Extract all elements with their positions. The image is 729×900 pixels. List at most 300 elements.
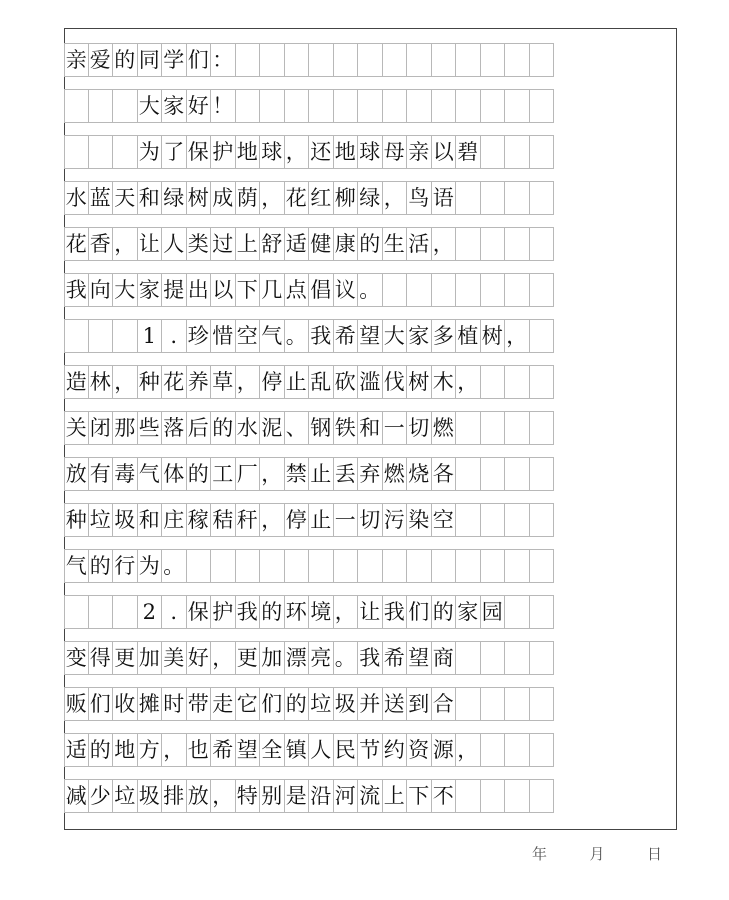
grid-cell: 有 [89,457,114,491]
grid-cell: 树 [407,365,432,399]
grid-cell: 空 [432,503,457,537]
grid-cell [383,273,408,307]
grid-cell [407,89,432,123]
grid-row [64,89,554,123]
grid-cell [285,89,310,123]
grid-cell: ， [456,365,481,399]
grid-cell [505,687,530,721]
grid-cell: . [162,319,187,353]
grid-cell [456,181,481,215]
grid-cell: 倡 [309,273,334,307]
grid-cell: 污 [383,503,408,537]
grid-cell: 同 [138,43,163,77]
grid-cell: 关 [64,411,89,445]
grid-cell [505,595,530,629]
grid-cell: 圾 [113,503,138,537]
grid-cell [432,273,457,307]
grid-cell: 漂 [285,641,310,675]
grid-cell: 让 [138,227,163,261]
grid-row [64,227,554,261]
grid-cell: 圾 [334,687,359,721]
grid-cell [334,89,359,123]
grid-cell [432,549,457,583]
grid-cell: 珍 [187,319,212,353]
grid-cell: 工 [211,457,236,491]
grid-row [64,503,554,537]
grid-cell [260,549,285,583]
grid-cell: 的 [358,227,383,261]
grid-cell: 的 [187,457,212,491]
grid-cell [530,365,555,399]
grid-cell: 提 [162,273,187,307]
grid-cell [505,273,530,307]
grid-cell: 类 [187,227,212,261]
grid-cell [456,273,481,307]
grid-cell [89,135,114,169]
grid-cell [358,89,383,123]
grid-cell [113,135,138,169]
grid-cell: ， [113,227,138,261]
grid-cell: 亲 [407,135,432,169]
grid-cell [530,549,555,583]
grid-cell [64,595,89,629]
grid-cell [407,43,432,77]
grid-cell: 空 [236,319,261,353]
grid-cell [505,227,530,261]
grid-cell [309,43,334,77]
grid-cell: 球 [260,135,285,169]
grid-cell [505,181,530,215]
grid-cell: 的 [89,549,114,583]
grid-cell [334,549,359,583]
grid-cell: 止 [285,365,310,399]
grid-cell: 烧 [407,457,432,491]
grid-cell [456,687,481,721]
grid-cell: ， [432,227,457,261]
grid-row [64,365,554,399]
grid-cell: 们 [407,595,432,629]
grid-cell: 后 [187,411,212,445]
grid-cell [505,549,530,583]
grid-cell: 人 [309,733,334,767]
grid-cell: 种 [64,503,89,537]
grid-cell: 稼 [187,503,212,537]
grid-cell: 一 [334,503,359,537]
grid-cell: 变 [64,641,89,675]
grid-cell: 下 [236,273,261,307]
grid-cell [236,89,261,123]
grid-cell: 种 [138,365,163,399]
grid-cell: 垃 [89,503,114,537]
grid-row [64,733,554,767]
grid-cell: 闭 [89,411,114,445]
grid-cell [530,227,555,261]
grid-cell: 绿 [358,181,383,215]
grid-cell: 节 [358,733,383,767]
grid-cell: 造 [64,365,89,399]
grid-cell [530,457,555,491]
grid-cell: 圾 [138,779,163,813]
grid-cell: 养 [187,365,212,399]
grid-cell: 舒 [260,227,285,261]
grid-cell [407,273,432,307]
grid-cell: 柳 [334,181,359,215]
grid-cell: 绿 [162,181,187,215]
grid-cell: 上 [236,227,261,261]
grid-cell [285,43,310,77]
grid-cell: 收 [113,687,138,721]
grid-cell: 加 [138,641,163,675]
grid-cell: 体 [162,457,187,491]
grid-cell: 语 [432,181,457,215]
grid-cell: 秆 [236,503,261,537]
grid-cell: 一 [383,411,408,445]
grid-cell: 花 [162,365,187,399]
grid-cell: 源 [432,733,457,767]
grid-cell: 望 [358,319,383,353]
grid-cell: ， [334,595,359,629]
grid-cell: 也 [187,733,212,767]
grid-cell [530,319,555,353]
grid-cell: 希 [383,641,408,675]
grid-cell: 特 [236,779,261,813]
grid-cell [481,365,506,399]
grid-cell [481,227,506,261]
grid-cell: 花 [285,181,310,215]
grid-cell: 河 [334,779,359,813]
grid-cell: 各 [432,457,457,491]
grid-cell: 泥 [260,411,285,445]
grid-cell: 伐 [383,365,408,399]
grid-cell [481,43,506,77]
grid-row [64,779,554,813]
grid-cell: ， [162,733,187,767]
grid-cell: 加 [260,641,285,675]
grid-cell [432,43,457,77]
grid-cell [187,549,212,583]
grid-cell: 环 [285,595,310,629]
writing-grid [64,43,554,827]
grid-cell: 它 [236,687,261,721]
grid-cell [481,549,506,583]
grid-cell: ， [456,733,481,767]
grid-cell: 向 [89,273,114,307]
grid-cell: 地 [236,135,261,169]
grid-cell: 保 [187,595,212,629]
grid-cell [383,89,408,123]
grid-cell: 蓝 [89,181,114,215]
grid-cell: 走 [211,687,236,721]
grid-cell: 保 [187,135,212,169]
grid-cell: 止 [309,503,334,537]
grid-cell: ， [285,135,310,169]
grid-cell: 排 [162,779,187,813]
grid-cell: 1 [138,319,163,353]
grid-cell: 草 [211,365,236,399]
grid-cell: 的 [285,687,310,721]
grid-cell: 。 [334,641,359,675]
grid-cell [505,779,530,813]
grid-cell: ， [211,641,236,675]
grid-cell [456,549,481,583]
grid-cell: ， [505,319,530,353]
grid-cell: 并 [358,687,383,721]
grid-cell: 和 [138,181,163,215]
grid-cell: 沿 [309,779,334,813]
grid-cell: 钢 [309,411,334,445]
grid-cell: 丢 [334,457,359,491]
grid-cell [211,549,236,583]
grid-cell: 停 [285,503,310,537]
grid-cell: 。 [285,319,310,353]
grid-cell: 花 [64,227,89,261]
grid-cell: 大 [383,319,408,353]
grid-cell: 我 [236,595,261,629]
grid-cell [64,135,89,169]
grid-cell: 别 [260,779,285,813]
grid-cell: 资 [407,733,432,767]
grid-cell: 人 [162,227,187,261]
grid-cell: 们 [187,43,212,77]
grid-cell [505,135,530,169]
day-label: 日 [646,845,662,863]
grid-cell: 落 [162,411,187,445]
grid-cell: 垃 [113,779,138,813]
grid-cell: 多 [432,319,457,353]
grid-cell [64,89,89,123]
grid-cell [260,43,285,77]
grid-cell: 乱 [309,365,334,399]
grid-cell: 我 [64,273,89,307]
grid-cell [456,89,481,123]
grid-cell: 木 [432,365,457,399]
grid-row [64,595,554,629]
grid-cell: 商 [432,641,457,675]
grid-cell: ， [260,503,285,537]
grid-cell: 荫 [236,181,261,215]
grid-cell [481,89,506,123]
grid-cell [530,641,555,675]
grid-cell: 希 [334,319,359,353]
grid-cell [309,549,334,583]
grid-cell: ： [211,43,236,77]
grid-row [64,319,554,353]
grid-cell: 学 [162,43,187,77]
grid-row [64,457,554,491]
grid-cell: 禁 [285,457,310,491]
grid-cell: 那 [113,411,138,445]
grid-cell: 方 [138,733,163,767]
grid-cell: 亮 [309,641,334,675]
grid-cell: 亲 [64,43,89,77]
grid-cell: 流 [358,779,383,813]
grid-cell: 为 [138,135,163,169]
grid-cell: 球 [358,135,383,169]
grid-cell: 庄 [162,503,187,537]
grid-cell: 燃 [432,411,457,445]
grid-cell [530,687,555,721]
grid-cell: 了 [162,135,187,169]
grid-cell: 好 [187,89,212,123]
date-footer [532,843,662,864]
grid-cell: 康 [334,227,359,261]
grid-cell: 秸 [211,503,236,537]
grid-cell: ， [260,457,285,491]
grid-row [64,43,554,77]
grid-cell: 树 [187,181,212,215]
grid-cell: 植 [456,319,481,353]
grid-cell [64,319,89,353]
grid-cell: 放 [64,457,89,491]
grid-cell [530,273,555,307]
grid-cell: 地 [113,733,138,767]
grid-cell: 止 [309,457,334,491]
grid-cell [456,457,481,491]
grid-cell: 燃 [383,457,408,491]
grid-cell: ， [383,181,408,215]
grid-cell: ， [113,365,138,399]
grid-cell: 厂 [236,457,261,491]
grid-cell [113,319,138,353]
grid-cell: 少 [89,779,114,813]
grid-cell: 气 [64,549,89,583]
grid-cell: ， [260,181,285,215]
grid-cell: 不 [432,779,457,813]
page-frame-bottom [64,829,554,830]
grid-cell: 减 [64,779,89,813]
grid-cell: 天 [113,181,138,215]
grid-cell [481,181,506,215]
grid-cell [505,89,530,123]
grid-cell: 家 [456,595,481,629]
grid-cell [260,89,285,123]
grid-cell: 们 [260,687,285,721]
grid-cell [358,43,383,77]
grid-cell: 惜 [211,319,236,353]
grid-cell: 点 [285,273,310,307]
grid-cell: 家 [162,89,187,123]
grid-cell [530,135,555,169]
grid-cell: 滥 [358,365,383,399]
grid-cell [481,779,506,813]
grid-cell [89,89,114,123]
grid-cell: 让 [358,595,383,629]
grid-cell: 我 [309,319,334,353]
grid-cell: 是 [285,779,310,813]
grid-row [64,687,554,721]
grid-cell: 的 [260,595,285,629]
grid-cell [481,733,506,767]
grid-cell: 护 [211,135,236,169]
grid-cell [407,549,432,583]
grid-cell: 毒 [113,457,138,491]
grid-cell: 、 [285,411,310,445]
grid-cell: 切 [358,503,383,537]
grid-cell: 地 [334,135,359,169]
grid-cell: 成 [211,181,236,215]
grid-cell: 好 [187,641,212,675]
grid-cell [285,549,310,583]
grid-cell: ， [236,365,261,399]
grid-row [64,273,554,307]
grid-cell: 护 [211,595,236,629]
grid-cell [113,89,138,123]
grid-cell: 下 [407,779,432,813]
grid-cell: 。 [162,549,187,583]
grid-cell [505,411,530,445]
grid-cell: 过 [211,227,236,261]
grid-cell [334,43,359,77]
grid-cell [530,779,555,813]
grid-cell: 些 [138,411,163,445]
grid-cell [383,43,408,77]
grid-cell: 镇 [285,733,310,767]
grid-cell [530,411,555,445]
grid-cell [113,595,138,629]
grid-cell [236,549,261,583]
grid-cell [481,641,506,675]
grid-cell: 还 [309,135,334,169]
grid-cell: 望 [407,641,432,675]
grid-cell [505,457,530,491]
grid-cell: 2 [138,595,163,629]
page-margin-frame [554,28,677,830]
grid-cell [481,135,506,169]
grid-cell: 到 [407,687,432,721]
grid-cell: 家 [407,319,432,353]
grid-cell: 香 [89,227,114,261]
grid-cell: 合 [432,687,457,721]
grid-cell: . [162,595,187,629]
grid-cell: 以 [432,135,457,169]
grid-cell: 望 [236,733,261,767]
page-frame-top [64,28,554,29]
grid-cell: 适 [64,733,89,767]
grid-cell: 带 [187,687,212,721]
grid-cell [481,273,506,307]
grid-cell: 垃 [309,687,334,721]
grid-cell [383,549,408,583]
grid-cell: 大 [138,89,163,123]
grid-cell: 染 [407,503,432,537]
grid-cell: 铁 [334,411,359,445]
grid-cell: 的 [211,411,236,445]
grid-cell: 得 [89,641,114,675]
grid-cell [530,43,555,77]
grid-cell: 的 [113,43,138,77]
grid-cell: 境 [309,595,334,629]
grid-cell: 美 [162,641,187,675]
grid-cell [530,503,555,537]
grid-cell [89,595,114,629]
grid-cell: 全 [260,733,285,767]
grid-cell: 和 [358,411,383,445]
month-label: 月 [589,845,605,863]
grid-row [64,181,554,215]
grid-cell [530,181,555,215]
grid-cell [358,549,383,583]
grid-row [64,135,554,169]
grid-cell: 园 [481,595,506,629]
grid-cell: ！ [211,89,236,123]
grid-cell: 适 [285,227,310,261]
grid-cell: 大 [113,273,138,307]
grid-cell: 鸟 [407,181,432,215]
grid-cell: 。 [358,273,383,307]
grid-cell: 的 [432,595,457,629]
grid-cell: 林 [89,365,114,399]
grid-cell [481,411,506,445]
